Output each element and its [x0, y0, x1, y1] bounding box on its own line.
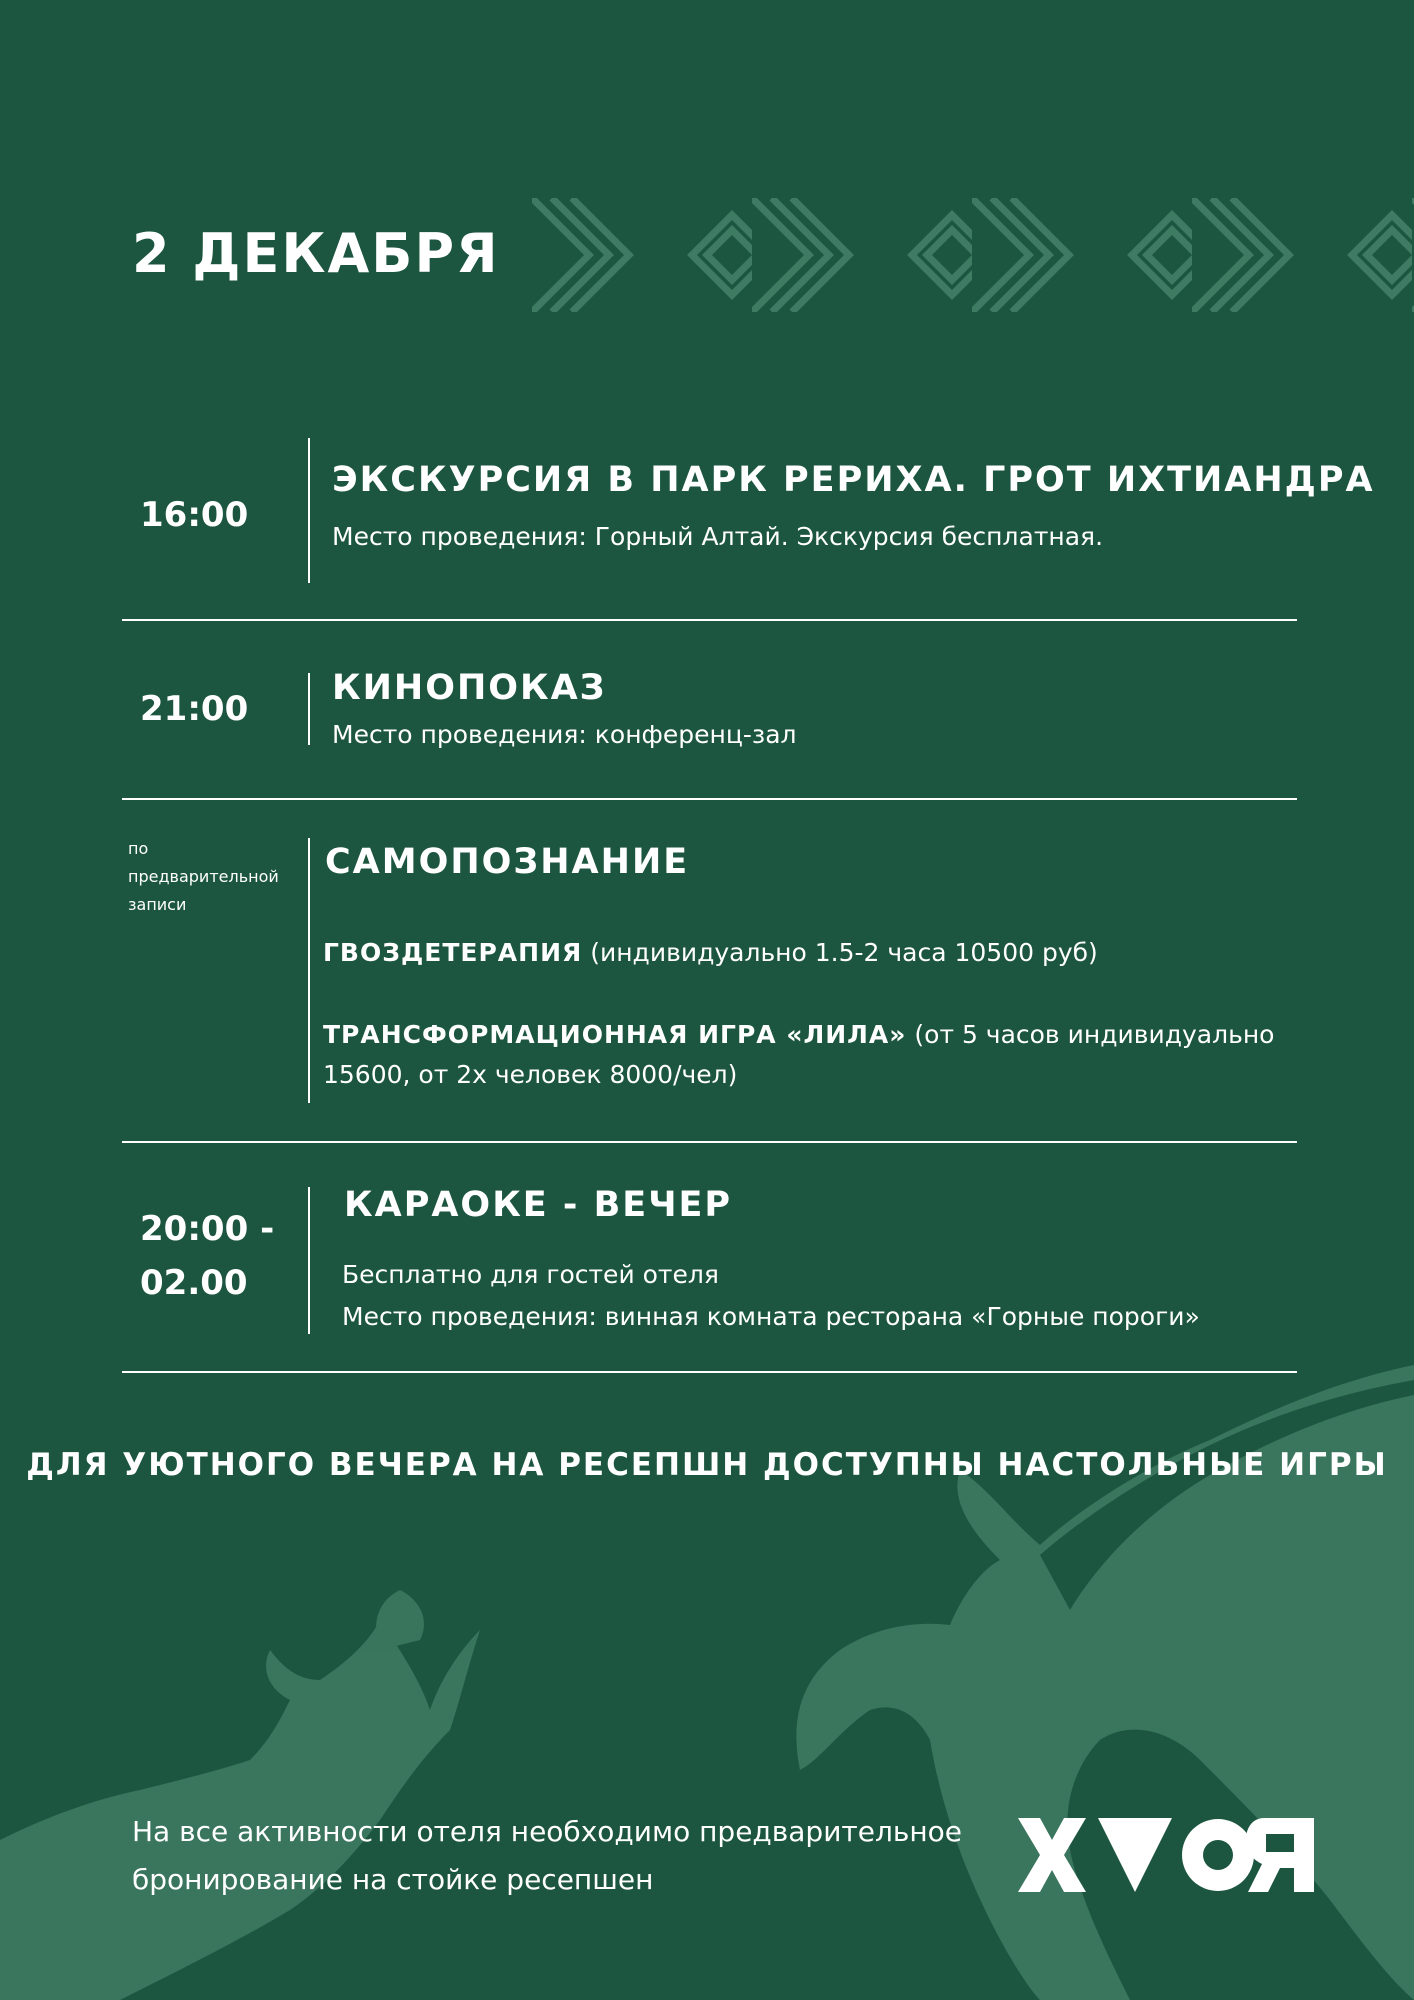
divider-vertical	[308, 438, 310, 583]
event-time: 21:00	[140, 689, 249, 729]
page-title: 2 ДЕКАБРЯ	[132, 222, 500, 285]
event-title: САМОПОЗНАНИЕ	[325, 842, 690, 882]
event-time: 20:00 - 02.00	[140, 1209, 275, 1303]
service-item: ТРАНСФОРМАЦИОННАЯ ИГРА «ЛИЛА» (от 5 часов индивидуально 15600, от 2х человек 8000/чел)	[323, 1020, 1275, 1089]
divider	[122, 619, 1297, 621]
logo	[1018, 1818, 1314, 1892]
booking-note: по предварительной записи	[128, 839, 279, 914]
event-title: ЭКСКУРСИЯ В ПАРК РЕРИХА. ГРОТ ИХТИАНДРА	[332, 460, 1375, 500]
event-title: КАРАОКЕ - ВЕЧЕР	[344, 1185, 733, 1225]
footer-note: На все активности отеля необходимо предварительное бронирование на стойке ресепшен	[132, 1815, 963, 1896]
event-details: Место проведения: Горный Алтай. Экскурсия бесплатная.	[332, 522, 1104, 551]
event-time: 16:00	[140, 495, 249, 535]
divider-vertical	[308, 673, 310, 745]
games-note: ДЛЯ УЮТНОГО ВЕЧЕРА НА РЕСЕПШН ДОСТУПНЫ НАСТОЛЬНЫЕ ИГРЫ	[26, 1447, 1388, 1483]
divider	[122, 798, 1297, 800]
ornament-pattern	[532, 198, 1414, 312]
divider	[122, 1141, 1297, 1143]
divider-vertical	[308, 1187, 310, 1334]
event-title: КИНОПОКАЗ	[332, 668, 607, 708]
divider	[122, 1371, 1297, 1373]
service-item: ГВОЗДЕТЕРАПИЯ (индивидуально 1.5-2 часа 10500 руб)	[323, 938, 1098, 967]
divider-vertical	[308, 838, 310, 1103]
event-details: Место проведения: винная комната ресторана «Горные пороги»	[342, 1302, 1200, 1331]
event-details: Место проведения: конференц-зал	[332, 720, 797, 749]
event-details: Бесплатно для гостей отеля	[342, 1260, 719, 1289]
